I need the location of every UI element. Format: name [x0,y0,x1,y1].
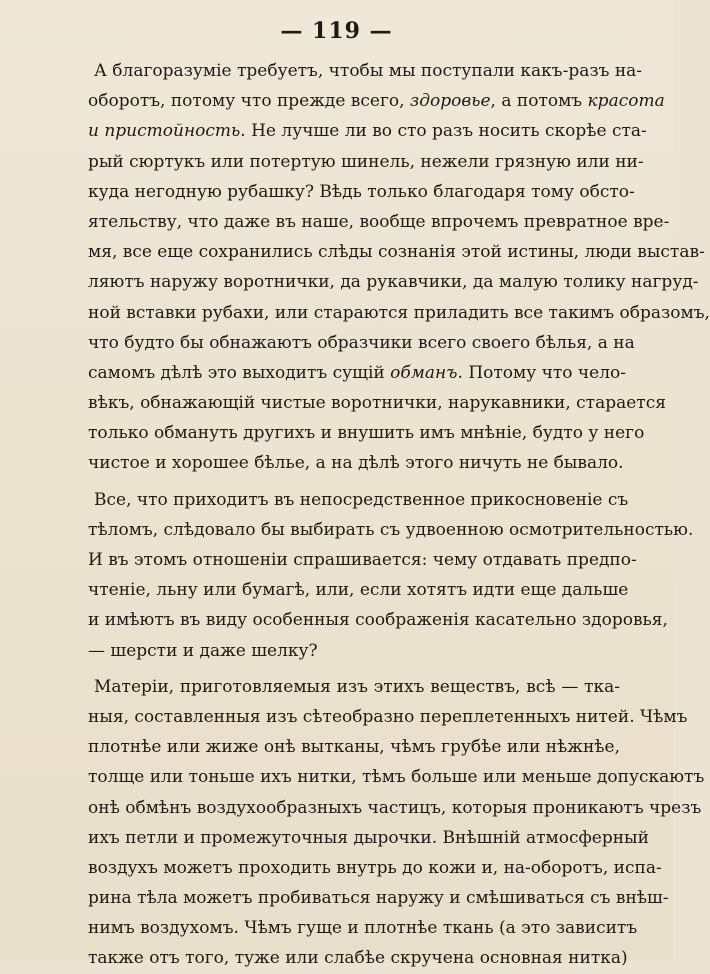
text-line: онѣ обмѣнъ воздухообразныхъ частицъ, которыя проникаютъ чрезъ [88,797,702,818]
text-line: тѣломъ, слѣдовало бы выбирать съ удвоенною осмотрительностью. [88,519,694,540]
text-line: ляютъ наружу воротнички, да рукавчики, да малую толику нагруд- [88,272,699,293]
text-line: И въ этомъ отношеніи спрашивается: чему отдавать предпо- [88,550,637,570]
text-line: — шерсти и даже шелку? [88,640,318,661]
text-line: вѣкъ, обнажающій чистые воротнички, нарукавники, старается [88,393,666,414]
text-line: ятельству, что даже въ наше, вообще впрочемъ превратное вре- [88,211,670,232]
text-line: оборотъ, потому что прежде всего, здоровье, а потомъ красота [88,91,665,112]
text-line: и имѣютъ въ виду особенныя соображенія касательно здоровья, [88,610,668,631]
text-line: только обмануть другихъ и внушить имъ мнѣніе, будто у него [88,423,645,444]
text-line: также отъ того, туже или слабѣе скручена основная нитка) [88,948,628,969]
text-line: ной вставки рубахи, или стараются приладить все такимъ образомъ, [88,302,710,323]
text-line: нимъ воздухомъ. Чѣмъ гуще и плотнѣе ткань (а это зависитъ [88,918,638,939]
page-text [88,56,710,974]
text-line: плотнѣе или жиже онѣ вытканы, чѣмъ грубѣе или нѣжнѣе, [88,737,620,758]
text-line: рый сюртукъ или потертую шинель, нежели грязную или ни- [88,151,644,172]
text-line: ихъ петли и промежуточныя дырочки. Внѣшній атмосферный [88,827,649,848]
page-number: — 119 — [280,18,393,44]
text-line: А благоразуміе требуетъ, чтобы мы поступали какъ-разъ на- [94,61,643,81]
text-line: чистое и хорошее бѣлье, а на дѣлѣ этого ничуть не бывало. [88,453,624,474]
text-line: Все, что приходитъ въ непосредственное прикосновеніе съ [94,489,629,510]
text-line: воздухъ можетъ проходить внутрь до кожи и, на-оборотъ, испа- [88,857,662,878]
text-line: толще или тоньше ихъ нитки, тѣмъ больше или меньше допускаютъ [88,767,705,788]
text-line: мя, все еще сохранились слѣды сознанія этой истины, люди выстав- [88,242,705,263]
emphasized-text: и пристойность [88,121,241,142]
text-line: Матеріи, приготовляемыя изъ этихъ веществъ, всѣ — тка- [94,676,620,697]
emphasized-text: здоровье [409,91,491,112]
text-line: рина тѣла можетъ пробиваться наружу и смѣшиваться съ внѣш- [88,888,669,909]
emphasized-text: красота [587,91,665,112]
text-line: куда негодную рубашку? Вѣдь только благодаря тому обсто- [88,181,635,202]
text-line: что будто бы обнажаютъ образчики всего своего бѣлья, а на [88,332,635,353]
emphasized-text: обманъ [390,362,458,383]
text-line: ныя, составленныя изъ сѣтеобразно переплетенныхъ нитей. Чѣмъ [88,706,688,727]
text-line: и пристойность. Не лучше ли во сто разъ носить скорѣе ста- [88,121,647,142]
text-line: самомъ дѣлѣ это выходитъ сущій обманъ. Потому что чело- [88,362,627,383]
text-line: чтеніе, льну или бумагѣ, или, если хотятъ идти еще дальше [88,580,629,601]
